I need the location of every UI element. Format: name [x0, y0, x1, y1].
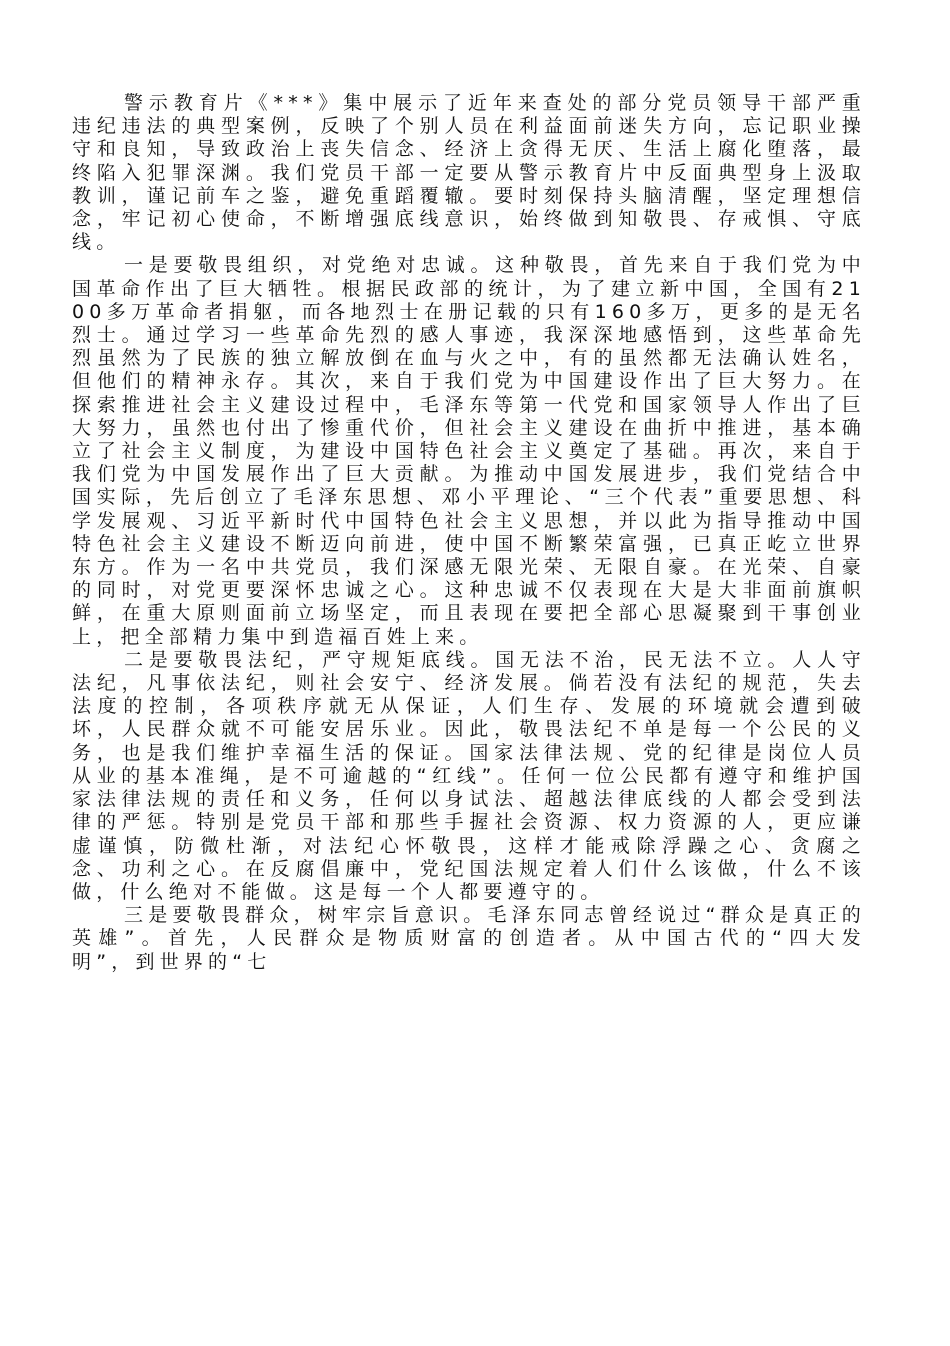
- paragraph-revere-organization: 一是要敬畏组织，对党绝对忠诚。这种敬畏，首先来自于我们党为中国革命作出了巨大牺牲。根据民政部的统计，为了建立新中国，全国有2100多万革命者捐躯，而各地烈士在册记载的只有160多万，更多的是无名烈士。通过学习一些革命先烈的感人事迹，我深深地感悟到，这些革命先烈虽然为了民族的独立解放倒在血与火之中，有的虽然都无法确认姓名，但他们的精神永存。其次，来自于我们党为中国建设作出了巨大努力。在探索推进社会主义建设过程中，毛泽东等第一代党和国家领导人作出了巨大努力，虽然也付出了惨重代价，但社会主义建设在曲折中推进，基本确立了社会主义制度，为建设中国特色社会主义奠定了基础。再次，来自于我们党为中国发展作出了巨大贡献。为推动中国发展进步，我们党结合中国实际，先后创立了毛泽东思想、邓小平理论、“三个代表”重要思想、科学发展观、习近平新时代中国特色社会主义思想，并以此为指导推动中国特色社会主义建设不断迈向前进，使中国不断繁荣富强，已真正屹立世界东方。作为一名中共党员，我们深感无限光荣、无限自豪。在光荣、自豪的同时，对党更要深怀忠诚之心。这种忠诚不仅表现在大是大非面前旗帜鲜，在重大原则面前立场坚定，而且表现在要把全部心思凝聚到干事创业上，把全部精力集中到造福百姓上来。: [72, 254, 866, 648]
- paragraph-revere-masses: 三是要敬畏群众，树牢宗旨意识。毛泽东同志曾经说过“群众是真正的英雄”。首先，人民群众是物质财富的创造者。从中国古代的“四大发明”，到世界的“七: [72, 904, 866, 973]
- paragraph-revere-law: 二是要敬畏法纪，严守规矩底线。国无法不治，民无法不立。人人守法纪，凡事依法纪，则社会安宁、经济发展。倘若没有法纪的规范，失去法度的控制，各项秩序就无从保证，人们生存、发展的环境就会遭到破坏，人民群众就不可能安居乐业。因此，敬畏法纪不单是每一个公民的义务，也是我们维护幸福生活的保证。国家法律法规、党的纪律是岗位人员从业的基本准绳，是不可逾越的“红线”。任何一位公民都有遵守和维护国家法律法规的责任和义务，任何以身试法、超越法律底线的人都会受到法律的严惩。特别是党员干部和那些手握社会资源、权力资源的人，更应谦虚谨慎，防微杜渐，对法纪心怀敬畏，这样才能戒除浮躁之心、贪腐之念、功利之心。在反腐倡廉中，党纪国法规定着人们什么该做，什么不该做，什么绝对不能做。这是每一个人都要遵守的。: [72, 648, 866, 903]
- document-page: [72, 92, 866, 974]
- paragraph-intro: 警示教育片《***》集中展示了近年来查处的部分党员领导干部严重违纪违法的典型案例，反映了个别人员在利益面前迷失方向，忘记职业操守和良知，导致政治上丧失信念、经济上贪得无厌、生活上腐化堕落，最终陷入犯罪深渊。我们党员干部一定要从警示教育片中反面典型身上汲取教训，谨记前车之鉴，避免重蹈覆辙。要时刻保持头脑清醒，坚定理想信念，牢记初心使命，不断增强底线意识，始终做到知敬畏、存戒惧、守底线。: [72, 92, 866, 254]
